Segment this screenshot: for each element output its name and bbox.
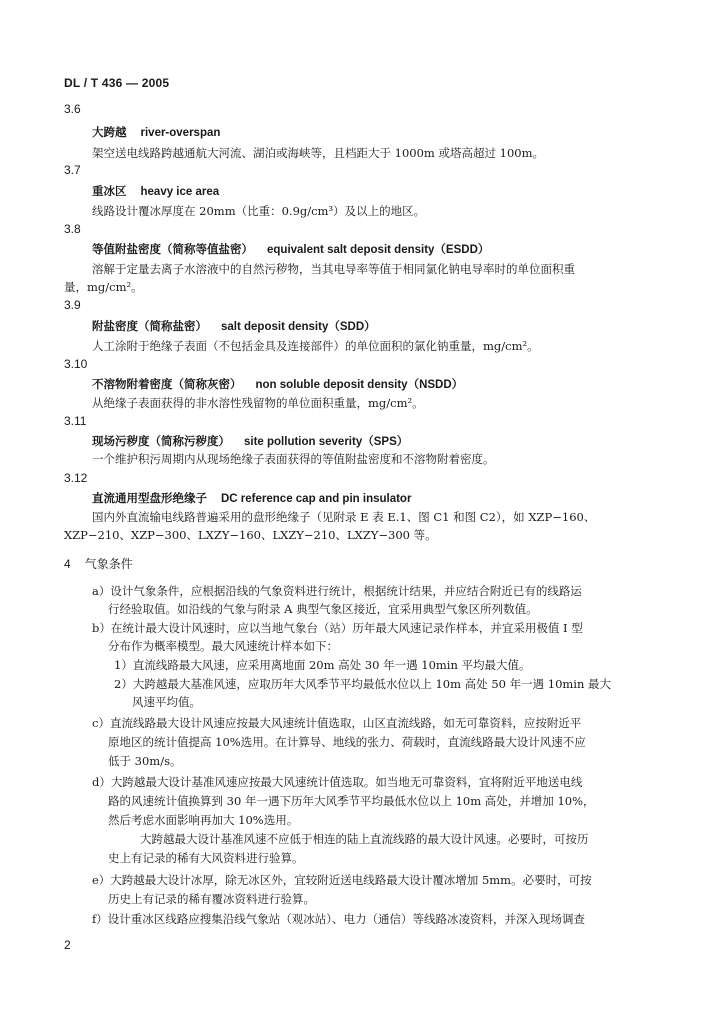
term-title bbox=[92, 183, 219, 200]
term-definition: 国内外直流输电线路普遍采用的盘形绝缘子（见附录 E 表 E.1、图 C1 和图 C2），如 XZP−160、 bbox=[92, 510, 596, 524]
term-title bbox=[92, 241, 489, 258]
term-cn: 等值附盐密度（简称等值盐密） bbox=[92, 242, 253, 256]
term-cn: 直流通用型盘形绝缘子 bbox=[92, 491, 207, 505]
term-definition: 线路设计覆冰厚度在 20mm（比重：0.9g/cm³）及以上的地区。 bbox=[92, 204, 426, 218]
term-definition-continued: 量，mg/cm²。 bbox=[64, 280, 143, 294]
term-definition: 从绝缘子表面获得的非水溶性残留物的单位面积重量，mg/cm²。 bbox=[92, 396, 424, 410]
section-heading bbox=[64, 556, 133, 572]
term-title bbox=[92, 490, 411, 507]
list-item-continued: 分布作为概率模型。最大风速统计样本如下： bbox=[108, 639, 338, 653]
sub-list-item: 2）大跨越最大基准风速，应取历年大风季节平均最低水位以上 10m 高处 50 年一遇 10min 最大 bbox=[114, 677, 612, 691]
list-item: b）在统计最大设计风速时，应以当地气象台（站）历年最大风速记录作样本，并宜采用极值 I 型 bbox=[92, 621, 583, 635]
list-item: e）大跨越最大设计冰厚，除无冰区外，宜较附近送电线路最大设计覆冰增加 5mm。必要时，可按 bbox=[92, 873, 592, 887]
list-item-continued: 路的风速统计值换算到 30 年一遇下历年大风季节平均最低水位以上 10m 高处，并增加 10%， bbox=[108, 794, 595, 808]
section-title: 气象条件 bbox=[84, 557, 133, 571]
clause-number: 3.12 bbox=[64, 471, 88, 485]
paragraph-continued: 史上有记录的稀有大风资料进行验算。 bbox=[108, 851, 304, 865]
term-title bbox=[92, 318, 376, 335]
list-item: f）设计重冰区线路应搜集沿线气象站（观冰站）、电力（通信）等线路冰凌资料，并深入现场调查 bbox=[92, 912, 586, 926]
list-item-continued: 然后考虑水面影响再加大 10%选用。 bbox=[108, 813, 299, 827]
section-number: 4 bbox=[64, 557, 71, 571]
paragraph: 大跨越最大设计基准风速不应低于相连的陆上直流线路的最大设计风速。必要时，可按历 bbox=[140, 832, 589, 846]
clause-number: 3.11 bbox=[64, 414, 87, 428]
list-item-continued: 低于 30m/s。 bbox=[108, 754, 182, 768]
term-cn: 不溶物附着密度（简称灰密） bbox=[92, 377, 242, 391]
term-title bbox=[92, 124, 220, 141]
standard-header: DL / T 436 — 2005 bbox=[64, 76, 170, 90]
term-en: DC reference cap and pin insulator bbox=[221, 493, 412, 505]
term-title bbox=[92, 376, 463, 393]
list-item: c）直流线路最大设计风速应按最大风速统计值选取，山区直流线路，如无可靠资料，应按附近平 bbox=[92, 716, 582, 730]
term-definition: 一个维护积污周期内从现场绝缘子表面获得的等值附盐密度和不溶物附着密度。 bbox=[92, 452, 495, 466]
term-en: salt deposit density（SDD） bbox=[221, 321, 376, 333]
term-title bbox=[92, 433, 408, 450]
list-item-continued: 历史上有记录的稀有覆冰资料进行验算。 bbox=[108, 892, 315, 906]
clause-number: 3.7 bbox=[64, 163, 81, 177]
term-definition: 溶解于定量去离子水溶液中的自然污秽物，当其电导率等值于相同氯化钠电导率时的单位面积重 bbox=[92, 262, 575, 276]
clause-number: 3.8 bbox=[64, 222, 81, 236]
term-definition: 架空送电线路跨越通航大河流、湖泊或海峡等，且档距大于 1000m 或塔高超过 100m。 bbox=[92, 146, 544, 160]
term-en: site pollution severity（SPS） bbox=[244, 436, 409, 448]
term-cn: 重冰区 bbox=[92, 184, 127, 198]
list-item-continued: 行经验取值。如沿线的气象与附录 A 典型气象区接近，宜采用典型气象区所列数值。 bbox=[108, 602, 538, 616]
term-cn: 大跨越 bbox=[92, 125, 127, 139]
clause-number: 3.9 bbox=[64, 298, 81, 312]
list-item-continued: 原地区的统计值提高 10%选用。在计算导、地线的张力、荷载时，直流线路最大设计风速不应 bbox=[108, 735, 586, 749]
term-en: non soluble deposit density（NSDD） bbox=[255, 379, 464, 391]
term-en: equivalent salt deposit density（ESDD） bbox=[267, 244, 490, 256]
page-number: 2 bbox=[64, 938, 71, 952]
sub-list-item-continued: 风速平均值。 bbox=[132, 695, 201, 709]
term-definition: 人工涂附于绝缘子表面（不包括金具及连接部件）的单位面积的氯化钠重量，mg/cm²。 bbox=[92, 339, 539, 353]
list-item: d）大跨越最大设计基准风速应按最大风速统计值选取。如当地无可靠资料，宜将附近平地送电线 bbox=[92, 775, 583, 789]
list-item: a）设计气象条件，应根据沿线的气象资料进行统计，根据统计结果，并应结合附近已有的线路运 bbox=[92, 584, 582, 598]
clause-number: 3.6 bbox=[64, 102, 81, 116]
term-en: heavy ice area bbox=[140, 186, 220, 198]
term-cn: 现场污秽度（简称污秽度） bbox=[92, 434, 230, 448]
term-definition-continued: XZP−210、XZP−300、LXZY−160、LXZY−210、LXZY−300 等。 bbox=[64, 528, 437, 542]
sub-list-item: 1）直流线路最大风速，应采用离地面 20m 高处 30 年一遇 10min 平均最大值。 bbox=[114, 658, 531, 672]
clause-number: 3.10 bbox=[64, 357, 88, 371]
term-cn: 附盐密度（简称盐密） bbox=[92, 319, 207, 333]
term-en: river-overspan bbox=[140, 127, 221, 139]
